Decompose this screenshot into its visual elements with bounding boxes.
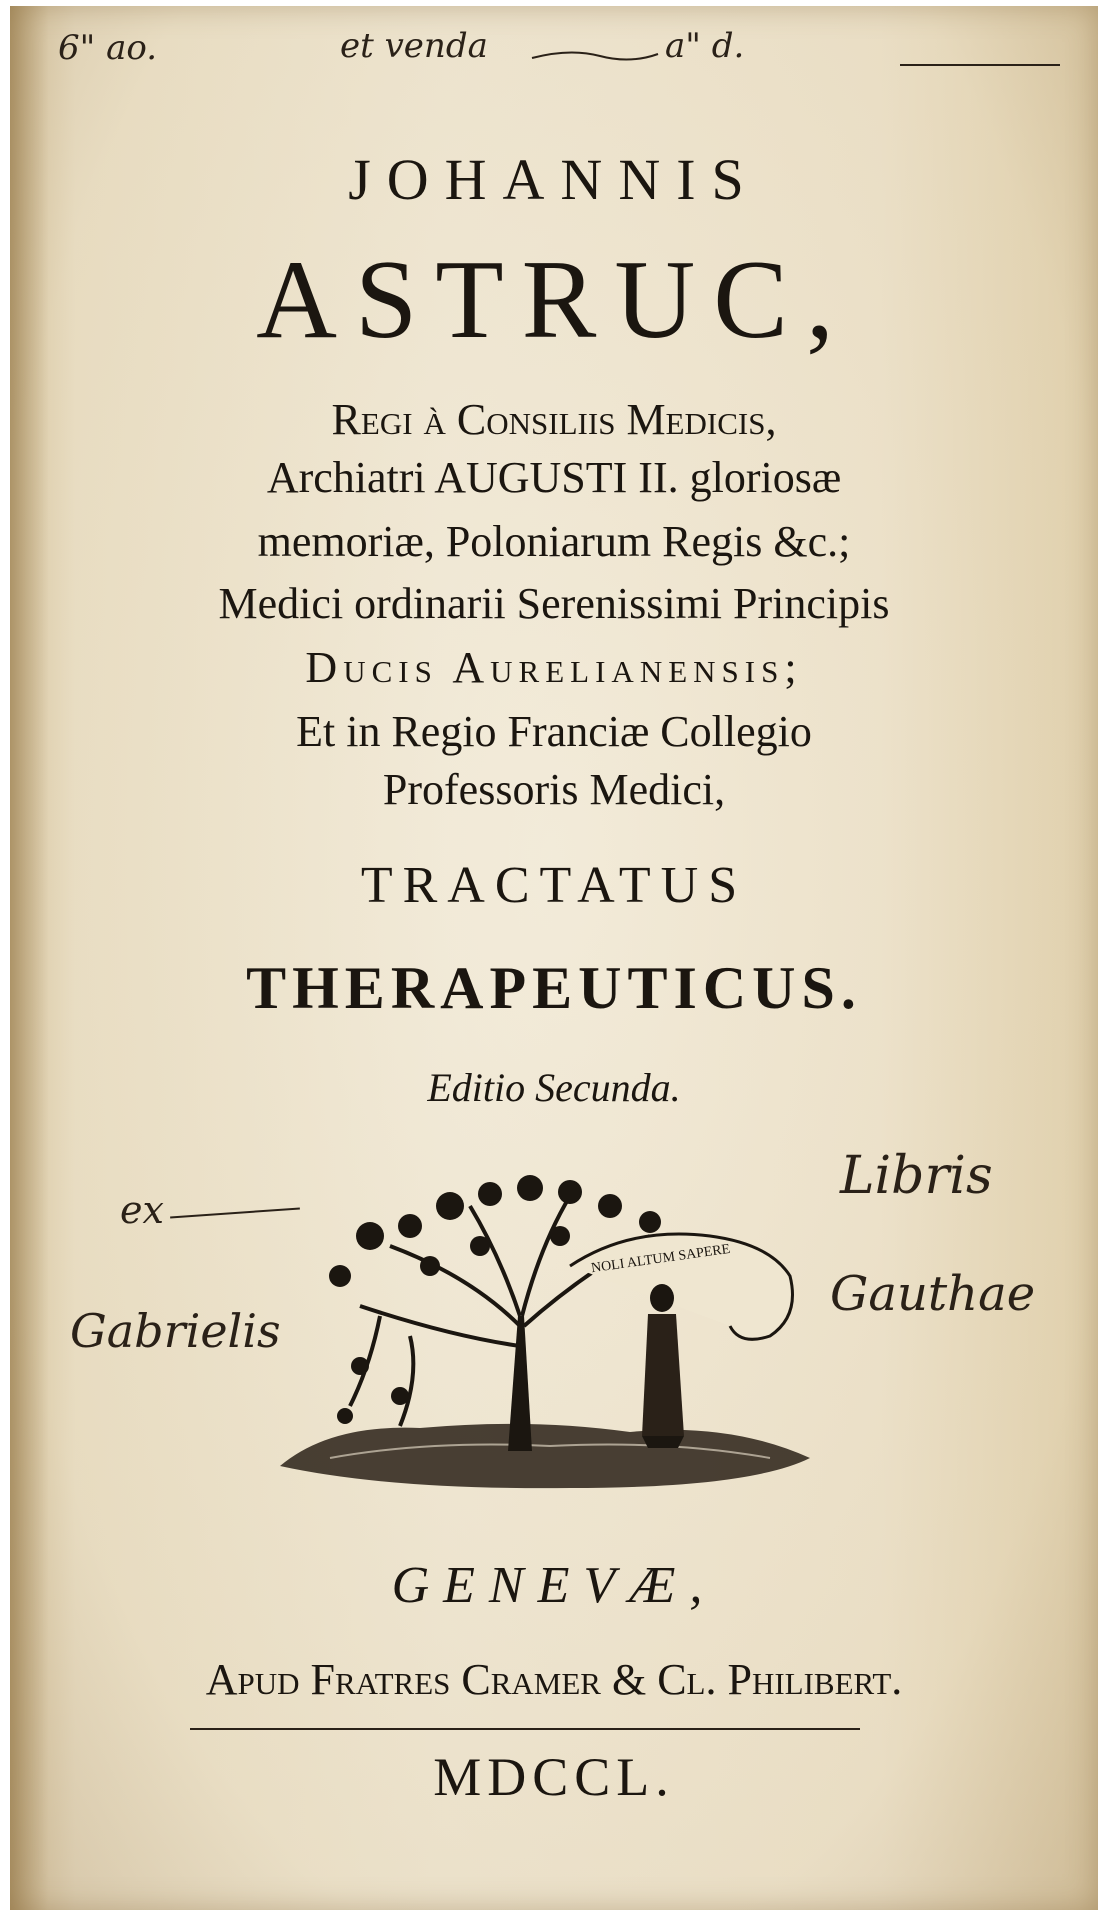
ownership-word-gauthae: Gauthae: [830, 1266, 1036, 1322]
author-title-line-7: Professoris Medici,: [382, 765, 726, 814]
printers-device-woodcut: [270, 1166, 830, 1496]
inscription-top-middle: et venda: [340, 26, 488, 66]
imprint-publisher: Apud Fratres Cramer & Cl. Philibert.: [205, 1655, 903, 1704]
author-first-name: JOHANNIS: [348, 147, 760, 212]
ownership-word-gabrielis: Gabrielis: [70, 1304, 281, 1358]
author-title-line-5: Ducis Aurelianensis;: [305, 643, 803, 692]
author-title-line-6: Et in Regio Franciæ Collegio: [296, 707, 812, 756]
imprint-year: MDCCL.: [433, 1747, 675, 1807]
author-title-line-1: Regi à Consiliis Medicis,: [331, 395, 777, 444]
imprint-city: GENEVÆ,: [391, 1557, 717, 1614]
ownership-word-libris: Libris: [840, 1146, 993, 1206]
ornament-motto: NOLI ALTUM SAPERE: [590, 1241, 732, 1277]
ownership-word-ex: ex: [120, 1188, 164, 1232]
inscription-flourish: [530, 46, 660, 66]
author-title-line-2: Archiatri AUGUSTI II. gloriosæ: [266, 453, 842, 502]
author-last-name: ASTRUC,: [256, 238, 852, 362]
edition-line: Editio Secunda.: [427, 1065, 681, 1110]
work-title-line-1: TRACTATUS: [360, 857, 748, 914]
inscription-top-left: 6" ao.: [58, 28, 158, 68]
inscription-top-rule: [900, 64, 1060, 66]
inscription-top-right: a" d.: [665, 26, 745, 66]
author-title-line-3: memoriæ, Poloniarum Regis &c.;: [257, 517, 851, 566]
imprint-rule: [190, 1728, 860, 1730]
author-title-line-4: Medici ordinarii Serenissimi Principis: [218, 579, 890, 628]
work-title-line-2: THERAPEUTICUS.: [246, 955, 862, 1021]
title-page: [10, 6, 1098, 1910]
